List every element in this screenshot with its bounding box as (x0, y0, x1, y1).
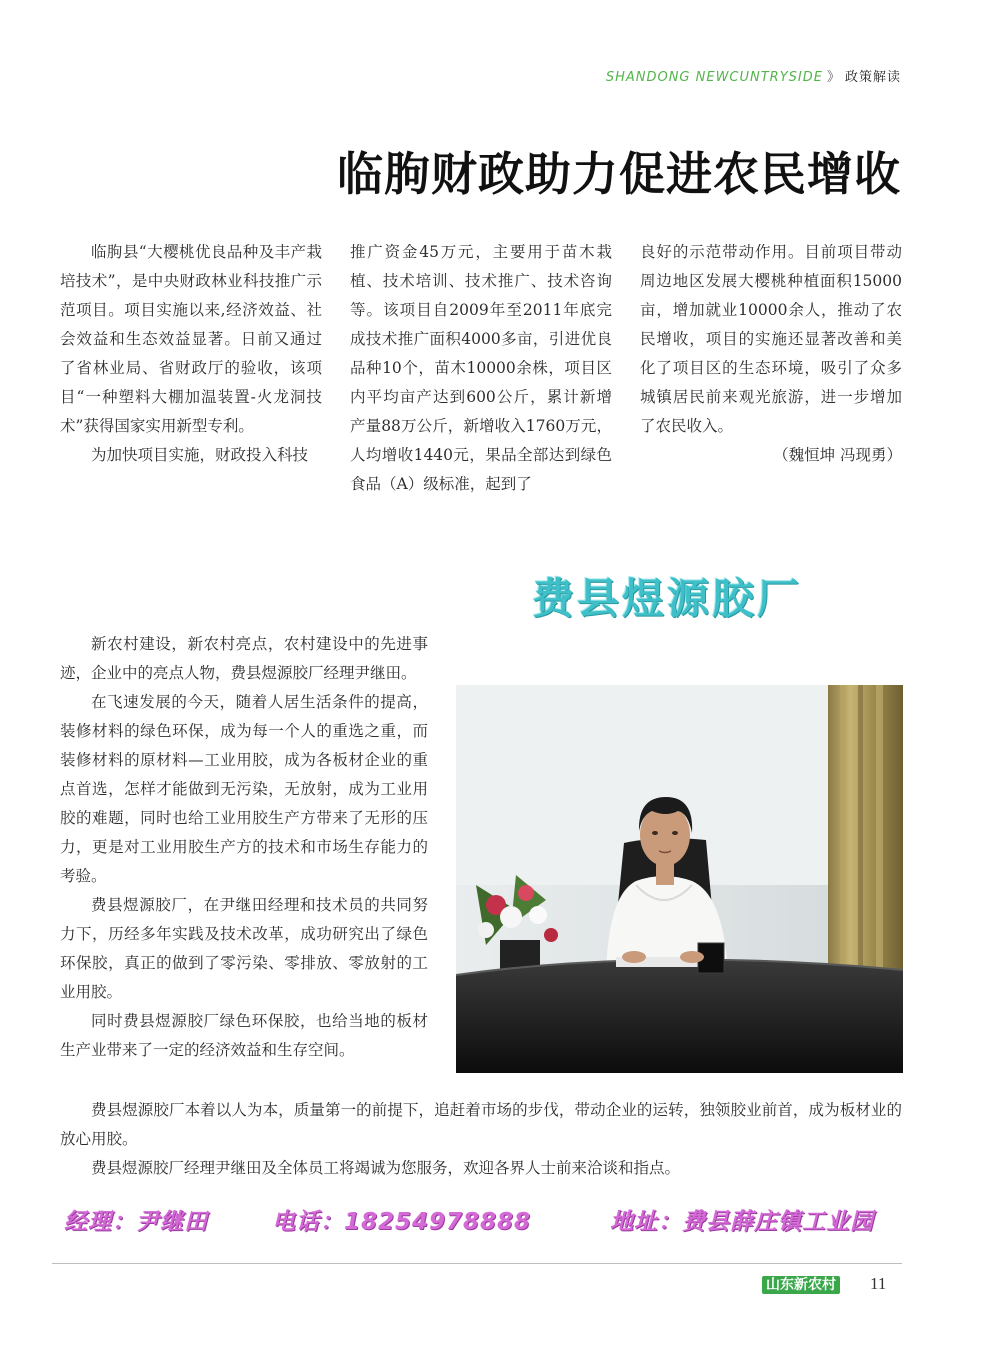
section-name-en: SHANDONG NEWCUNTRYSIDE (605, 70, 823, 85)
contact-manager: 经理：尹继田 (64, 1209, 208, 1235)
ad-paragraph: 费县煜源胶厂经理尹继田及全体员工将竭诚为您服务，欢迎各界人士前来洽谈和指点。 (91, 1159, 681, 1177)
ad-paragraph: 费县煜源胶厂本着以人为本，质量第一的前提下，追赶着市场的步伐，带动企业的运转，独领胶业前首，成为板材业的放心用胶。 (60, 1101, 902, 1148)
article-paragraph: 良好的示范带动作用。目前项目带动周边地区发展大樱桃种植面积15000亩，增加就业10000余人，推动了农民增收，项目的实施还显著改善和美化了项目区的生态环境，吸引了众多城镇居民前来观光旅游，进一步增加了农民收入。 (640, 243, 902, 435)
article-paragraph: 临朐县“大樱桃优良品种及丰产栽培技术”，是中央财政林业科技推广示范项目。项目实施以来,经济效益、社会效益和生态效益显著。日前又通过了省林业局、省财政厅的验收，该项目“一种塑料大棚加温装置-火龙洞技术”获得国家实用新型专利。 (60, 243, 322, 435)
page-number: 11 (870, 1274, 887, 1293)
ad-body-full-width (60, 1096, 902, 1183)
section-separator: 》 (826, 70, 841, 85)
manager-photo (456, 685, 903, 1073)
article-byline: （魏恒坤 冯现勇） (773, 446, 902, 464)
ad-paragraph: 费县煜源胶厂，在尹继田经理和技术员的共同努力下，历经多年实践及技术改革，成功研究出了绿色环保胶，真正的做到了零污染、零排放、零放射的工业用胶。 (60, 896, 428, 1001)
article-paragraph: 为加快项目实施，财政投入科技 (91, 446, 309, 464)
ad-paragraph: 在飞速发展的今天，随着人居生活条件的提高，装修材料的绿色环保，成为每一个人的重选之重，而装修材料的原材料—工业用胶，成为各板材企业的重点首选，怎样才能做到无污染，无放射，成为工业用胶的难题，同时也给工业用胶生产方带来了无形的压力，更是对工业用胶生产方的技术和市场生存能力的考验。 (60, 693, 428, 885)
footer-divider (52, 1263, 902, 1264)
article-column-1 (60, 238, 322, 470)
magazine-logo: 山东新农村 (762, 1276, 840, 1294)
section-name-cn: 政策解读 (844, 70, 901, 85)
article-title: 临朐财政助力促进农民增收 (337, 147, 901, 201)
desk (456, 960, 903, 1073)
article-column-2 (350, 238, 612, 499)
ad-paragraph: 同时费县煜源胶厂绿色环保胶，也给当地的板材生产业带来了一定的经济效益和生存空间。 (60, 1012, 428, 1059)
article-paragraph: 推广资金45万元，主要用于苗木栽植、技术培训、技术推广、技术咨询等。该项目自2009年至2011年底完成技术推广面积4000多亩，引进优良品种10个，苗木10000余株，项目区内平均亩产达到600公斤，累计新增产量88万公斤，新增收入1760万元，人均增收1440元，果品全部达到绿色食品（A）级标准，起到了 (350, 243, 612, 493)
office-scene-illustration (456, 685, 903, 1073)
ad-paragraph: 新农村建设，新农村亮点，农村建设中的先进事迹，企业中的亮点人物，费县煜源胶厂经理尹继田。 (60, 635, 428, 682)
section-header (0, 66, 901, 85)
curtain (828, 685, 903, 985)
contact-address: 地址：费县薛庄镇工业园 (610, 1209, 874, 1235)
contact-phone: 电话：18254978888 (272, 1209, 532, 1235)
article-column-3 (640, 238, 902, 470)
ad-body (60, 630, 428, 1065)
ad-title: 费县煜源胶厂 (531, 574, 802, 623)
